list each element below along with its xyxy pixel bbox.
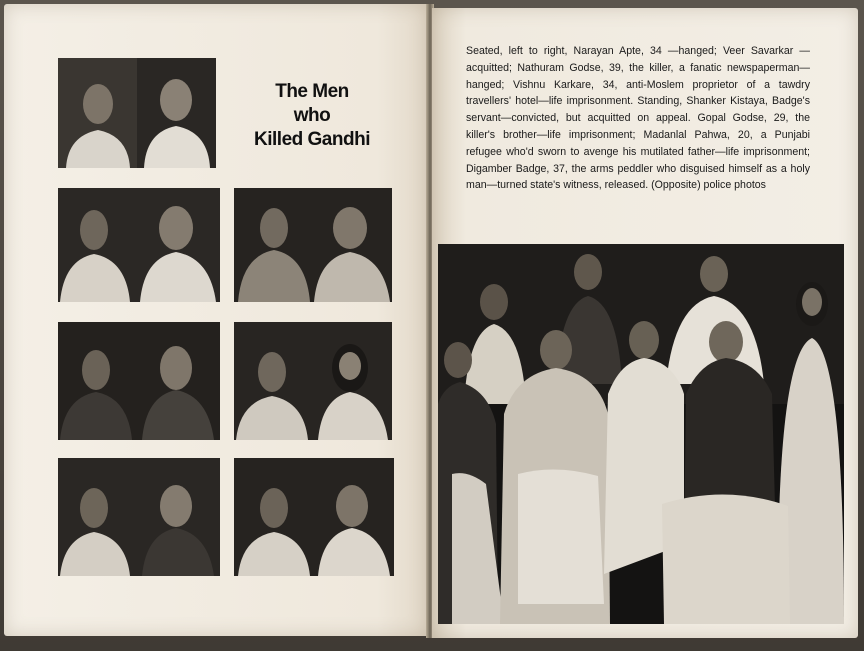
headline <box>244 80 380 152</box>
mugshot-6 <box>58 458 220 576</box>
photo-caption: Seated, left to right, Narayan Apte, 34 —hanged; Veer Savarkar —acquitted; Nathuram Godse, 39, the killer, a fanatic newspaperman—hanged; Vishnu Karkare, 34, anti-Moslem proprietor of a tawdry travellers' hotel—life imprisonment. Standing, Shanker Kistaya, Badge's servant—convicted, but acquitted on appeal. Gopal Godse, 29, the killer's brother—life imprisonment; Madanlal Pahwa, 20, a Punjabi refugee who'd sworn to avenge his mutilated father—life imprisonment; Digamber Badge, 37, the arms peddler who disguised himself as a holy man—turned state's witness, released. (Opposite) police photos <box>466 45 810 192</box>
group-photo <box>438 244 844 624</box>
mugshot-7 <box>234 458 394 576</box>
mugshot-5 <box>234 322 392 440</box>
mugshot-4 <box>58 322 220 440</box>
headline-line-3: Killed Gandhi <box>254 129 370 150</box>
headline-line-1: The Men <box>275 81 349 102</box>
mugshot-2 <box>58 188 220 302</box>
mugshot-3 <box>234 188 392 302</box>
mugshot-1 <box>58 58 216 168</box>
headline-line-2: who <box>293 105 331 126</box>
